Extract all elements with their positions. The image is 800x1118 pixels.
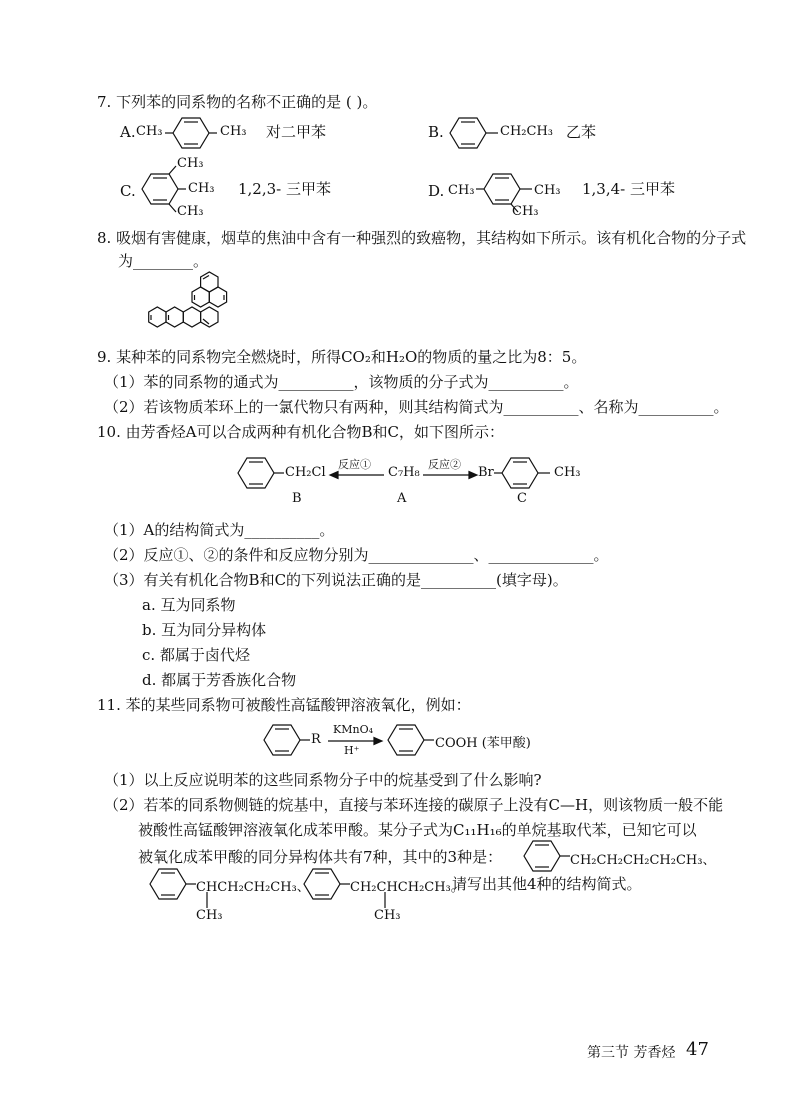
q7-b-name: 乙苯	[566, 123, 597, 141]
q7-option-b-label: B.	[428, 123, 444, 141]
q10-a-label: A	[397, 491, 407, 506]
q10-c-benzene-ring	[494, 455, 554, 491]
q7-c-methyl-bottom: CH₃	[177, 204, 204, 219]
q11-isomer1-benzene-ring	[522, 838, 570, 874]
q11-isomer2-branch-bond	[205, 892, 209, 908]
q7-a-left-group: CH₃	[136, 124, 163, 139]
q7-c-methyl-middle: CH₃	[188, 181, 215, 196]
q7-b-ethyl-group: CH₂CH₃	[500, 124, 553, 139]
q11-product-benzene-ring	[386, 722, 434, 758]
q7-d-right-group: CH₃	[534, 183, 561, 198]
q10-b-label: B	[292, 491, 302, 506]
q7-option-d-label: D.	[428, 182, 445, 200]
q9-part1: （1）苯的同系物的通式为__________，该物质的分子式为__________。	[104, 373, 579, 391]
q9-stem: 9. 某种苯的同系物完全燃烧时，所得CO₂和H₂O的物质的量之比为8：5。	[97, 348, 587, 366]
q11-part2-line3: 被氧化成苯甲酸的同分异构体共有7种，其中的3种是：	[138, 848, 503, 866]
q7-a-right-group: CH₃	[220, 124, 247, 139]
q11-part2-line1: （2）若苯的同系物侧链的烷基中，直接与苯环连接的碳原子上没有C—H，则该物质一般不能	[104, 796, 724, 814]
q10-reaction2-label: 反应②	[428, 458, 461, 471]
q7-option-c-label: C.	[120, 182, 136, 200]
q10-part2: （2）反应①、②的条件和反应物分别为______________、______________。	[104, 546, 609, 564]
q7-d-bottom-group: CH₃	[512, 204, 539, 219]
q10-stem: 10. 由芳香烃A可以合成两种有机化合物B和C，如下图所示：	[97, 423, 504, 441]
q11-isomer3-chain: CH₂CHCH₂CH₃。	[350, 880, 464, 895]
q11-reagent-top: KMnO₄	[333, 723, 373, 736]
q10-option-b: b. 互为同分异构体	[142, 621, 267, 639]
q7-c-methyl-top: CH₃	[177, 156, 204, 171]
q7-a-benzene-ring	[165, 116, 217, 150]
q7-stem: 7. 下列苯的同系物的名称不正确的是 ( )。	[97, 93, 378, 111]
q7-option-a-label: A.	[120, 123, 136, 141]
page-number: 47	[686, 1039, 709, 1060]
q7-a-name: 对二甲苯	[266, 123, 327, 141]
benzopyrene-structure	[140, 272, 256, 336]
q11-part1: （1）以上反应说明苯的这些同系物分子中的烷基受到了什么影响?	[104, 771, 542, 789]
q10-b-substituent: CH₂Cl	[285, 465, 326, 480]
q7-b-benzene-ring	[448, 116, 500, 150]
q11-isomer2-chain: CHCH₂CH₂CH₃、	[196, 880, 310, 895]
q11-reagent-bottom: H⁺	[344, 744, 360, 757]
q9-part2: （2）若该物质苯环上的一氯代物只有两种，则其结构简式为__________、名称为__________。	[104, 398, 729, 416]
q10-part1: （1）A的结构简式为__________。	[104, 521, 335, 539]
q11-part2-line2: 被酸性高锰酸钾溶液氧化成苯甲酸。某分子式为C₁₁H₁₆的单烷基取代苯，已知它可以	[138, 821, 697, 839]
q11-reactant-benzene-ring	[262, 722, 310, 758]
q10-option-d: d. 都属于芳香族化合物	[142, 671, 297, 689]
q10-b-benzene-ring	[236, 455, 284, 491]
footer-section-title: 第三节 芳香烃	[587, 1045, 676, 1061]
q11-isomer2-benzene-ring	[148, 866, 196, 902]
q10-c-label: C	[517, 491, 527, 506]
q10-c-bromo: Br	[478, 465, 494, 480]
q10-a-formula: C₇H₈	[388, 465, 420, 480]
q7-d-name: 1,3,4- 三甲苯	[582, 180, 676, 198]
q10-part3: （3）有关有机化合物B和C的下列说法正确的是__________(填字母)。	[104, 571, 568, 589]
q8-stem-line2: 为________。	[118, 252, 209, 270]
q11-stem: 11. 苯的某些同系物可被酸性高锰酸钾溶液氧化，例如：	[97, 696, 471, 714]
q10-option-a: a. 互为同系物	[142, 596, 236, 614]
q11-product: COOH (苯甲酸)	[435, 736, 531, 751]
q8-stem-line1: 8. 吸烟有害健康，烟草的焦油中含有一种强烈的致癌物，其结构如下所示。该有机化合物的分子式	[97, 229, 747, 247]
q7-c-name: 1,2,3- 三甲苯	[238, 180, 332, 198]
q11-r-group: R	[311, 732, 321, 747]
q11-isomer2-branch: CH₃	[196, 908, 223, 923]
q10-reaction1-label: 反应①	[338, 458, 371, 471]
q11-isomer3-branch: CH₃	[374, 908, 401, 923]
q11-isomer3-benzene-ring	[302, 866, 350, 902]
q11-isomer1-chain: CH₂CH₂CH₂CH₂CH₃、	[570, 853, 716, 868]
q7-d-left-group: CH₃	[448, 183, 475, 198]
q10-option-c: c. 都属于卤代烃	[142, 646, 250, 664]
q11-instruction: 请写出其他4种的结构简式。	[452, 875, 642, 893]
q11-isomer3-branch-bond	[383, 892, 387, 908]
q10-c-methyl: CH₃	[554, 465, 581, 480]
